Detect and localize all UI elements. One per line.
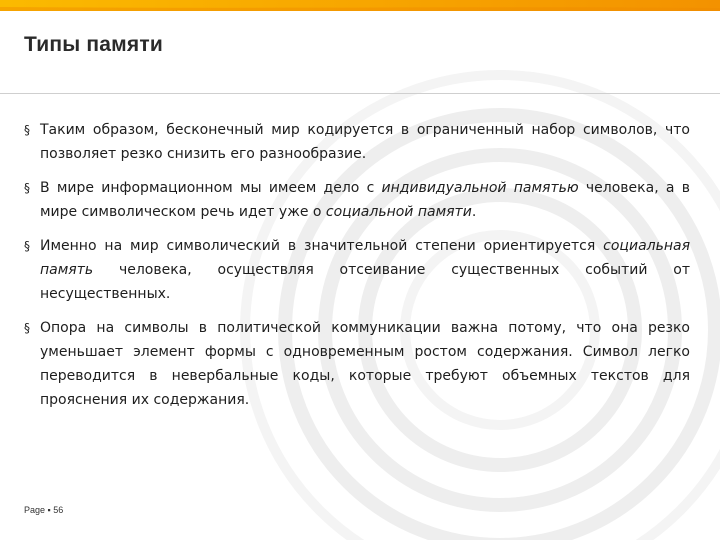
bullet-item [24, 118, 690, 166]
bullet-emphasis: социальной памяти [325, 204, 472, 220]
bullet-text: человека, осуществляя отсеивание существенных событий от несущественных. [40, 262, 690, 302]
bullet-text: Таким образом, бесконечный мир кодируется в ограниченный набор символов, что позволяет резко снизить его разнообразие. [40, 122, 690, 162]
slide-title: Типы памяти [24, 33, 163, 56]
bullet-text: человека, а в мире символическом речь идет уже о [40, 180, 690, 220]
bullet-marker: § [24, 123, 30, 137]
bullet-marker: § [24, 239, 30, 253]
bullet-marker: § [24, 181, 30, 195]
bullet-text: В мире информационном мы имеем дело с [40, 180, 382, 196]
bullet-list [24, 118, 690, 422]
title-divider [0, 93, 720, 94]
bullet-item [24, 176, 690, 224]
bullet-marker: § [24, 321, 30, 335]
page-footer: Page ▪ 56 [24, 505, 64, 515]
bullet-text: . [471, 204, 477, 220]
bullet-item [24, 316, 690, 412]
bullet-text: Опора на символы в политической коммуникации важна потому, что она резко уменьшает элемент формы с одновременным ростом содержания. Символ легко переводится в невербальные коды, которые требуют объемных текстов для прояснения их содержания. [40, 320, 690, 408]
bullet-emphasis: индивидуальной памятью [381, 180, 579, 196]
bullet-item [24, 234, 690, 306]
top-accent-band [0, 0, 720, 11]
bullet-emphasis: социальная память [40, 238, 690, 278]
bullet-text: Именно на мир символический в значительной степени ориентируется [40, 238, 604, 254]
